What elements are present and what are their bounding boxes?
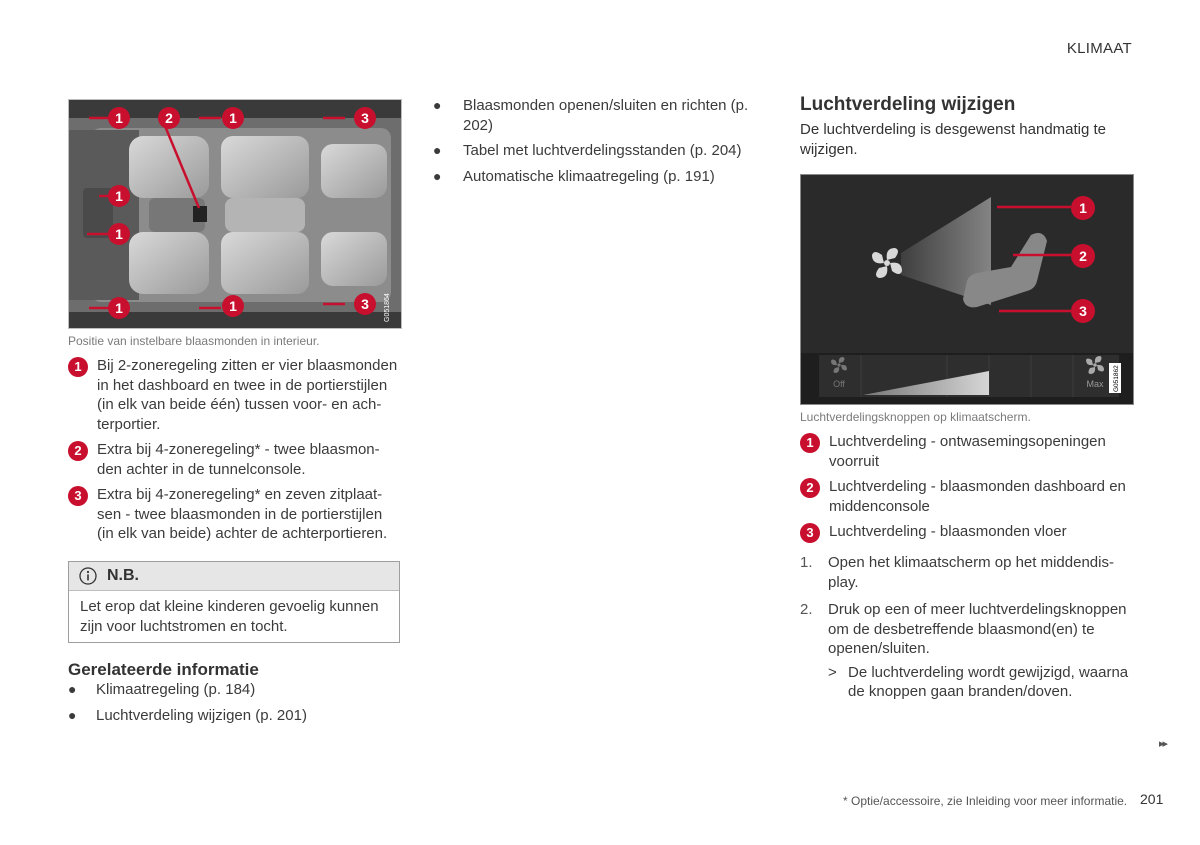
screen-markers (1071, 196, 1095, 323)
related-title: Gerelateerde informatie (68, 660, 259, 679)
max-label: Max (1086, 379, 1104, 389)
right-legend (800, 432, 1134, 543)
figure-code: G051862 (1113, 365, 1120, 392)
result-arrow: > (828, 663, 837, 681)
step-number: 1. (800, 554, 813, 571)
marker-label: 1 (229, 298, 237, 314)
step-number: 2. (800, 601, 813, 618)
legend-item (68, 356, 402, 434)
related-item[interactable] (68, 706, 402, 726)
step-text: Druk op een of meer luchtverdelingsknoppen om de desbetreffende blaasmond(en) te openen/sluiten. (828, 601, 1127, 657)
car-interior-illustration (69, 100, 402, 329)
result-text: De luchtverdeling wordt gewijzigd, waarna de knoppen gaan branden/doven. (848, 663, 1129, 700)
middle-list (433, 96, 753, 186)
section-title: Luchtverdeling wijzigen (800, 94, 1016, 115)
info-icon (79, 567, 97, 585)
middle-link[interactable]: Tabel met luchtverdelingsstanden (p. 204) (463, 142, 742, 159)
marker-label: 1 (1079, 200, 1087, 216)
related-item[interactable] (68, 680, 402, 700)
legend-text: Extra bij 4-zoneregeling* - twee blaasmon-den achter in de tunnelconsole. (97, 441, 380, 478)
related-info (68, 660, 402, 725)
bullet-dot: ● (433, 167, 442, 184)
related-link[interactable]: Luchtverdeling wijzigen (p. 201) (96, 706, 307, 724)
left-legend (68, 356, 402, 544)
note-label: N.B. (107, 567, 139, 584)
middle-link[interactable]: Automatische klimaatregeling (p. 191) (463, 167, 715, 185)
off-label: Off (833, 379, 845, 389)
marker-label: 3 (361, 296, 369, 312)
legend-item (68, 485, 402, 544)
right-intro (800, 94, 1134, 159)
bullet-dot: ● (68, 681, 77, 697)
step-text: Open het klimaatscherm op het middendis-play. (828, 554, 1114, 591)
note-box (68, 561, 400, 643)
marker-label: 1 (115, 188, 123, 204)
climate-screen-illustration (801, 175, 1134, 405)
legend-text: Extra bij 4-zoneregeling* en zeven zitplaat-sen - twee blaasmonden in de portierstijlen (in elk van beide) achter de achterportieren. (97, 486, 388, 542)
step-result (828, 663, 1134, 702)
continue-indicator: ▸▸ (1158, 738, 1166, 750)
legend-text: Bij 2-zoneregeling zitten er vier blaasmonden in het dashboard en twee in de portierstijlen (in elk van beide één) tussen voor- en ach-terportier. (97, 357, 398, 433)
marker-label: 2 (1079, 248, 1087, 264)
footnote: * Optie/accessoire, zie Inleiding voor meer informatie. (843, 794, 1128, 808)
note-header (69, 562, 399, 591)
figure-caption: Positie van instelbare blaasmonden in interieur. (68, 334, 320, 348)
marker-label: 2 (165, 110, 173, 126)
middle-link[interactable]: Blaasmonden openen/sluiten en richten (p. 202) (463, 97, 749, 134)
note-text: Let erop dat kleine kinderen gevoelig kunnen zijn voor luchtstromen en tocht. (80, 598, 379, 635)
marker-label: 1 (115, 300, 123, 316)
legend-item (800, 477, 1134, 516)
legend-text: Luchtverdeling - ontwasemingsopeningen voorruit (829, 433, 1106, 470)
figure-code: G051864 (384, 293, 391, 322)
related-link[interactable]: Klimaatregeling (p. 184) (96, 681, 256, 698)
car-interior-figure (68, 99, 402, 329)
legend-text: Luchtverdeling - blaasmonden dashboard en middenconsole (829, 478, 1126, 515)
middle-item[interactable] (433, 167, 753, 187)
climate-screen-figure (800, 174, 1134, 405)
marker-label: 1 (115, 110, 123, 126)
steps (800, 553, 1134, 702)
marker-label: 3 (361, 110, 369, 126)
number-badge: 2 (800, 478, 820, 498)
legend-item (800, 522, 1134, 543)
page-number: 201 (1140, 791, 1164, 807)
bullet-dot: ● (433, 142, 442, 158)
section-header: KLIMAAT (1066, 40, 1132, 57)
screen-caption: Luchtverdelingsknoppen op klimaatscherm. (800, 410, 1031, 424)
number-badge: 1 (800, 433, 820, 453)
legend-text: Luchtverdeling - blaasmonden vloer (829, 523, 1067, 540)
number-badge: 2 (68, 441, 88, 461)
bullet-dot: ● (68, 706, 77, 723)
number-badge: 1 (68, 357, 88, 377)
marker-label: 3 (1079, 303, 1087, 319)
legend-item (800, 432, 1134, 471)
marker-label: 1 (115, 226, 123, 242)
number-badge: 3 (800, 523, 820, 543)
bullet-dot: ● (433, 97, 442, 113)
middle-item[interactable] (433, 141, 753, 161)
middle-item[interactable] (433, 96, 753, 135)
legend-item (68, 440, 402, 479)
step-item (800, 553, 1134, 592)
marker-label: 1 (229, 110, 237, 126)
number-badge: 3 (68, 486, 88, 506)
intro-text: De luchtverdeling is desgewenst handmatig te wijzigen. (800, 121, 1107, 158)
step-item (800, 600, 1134, 659)
